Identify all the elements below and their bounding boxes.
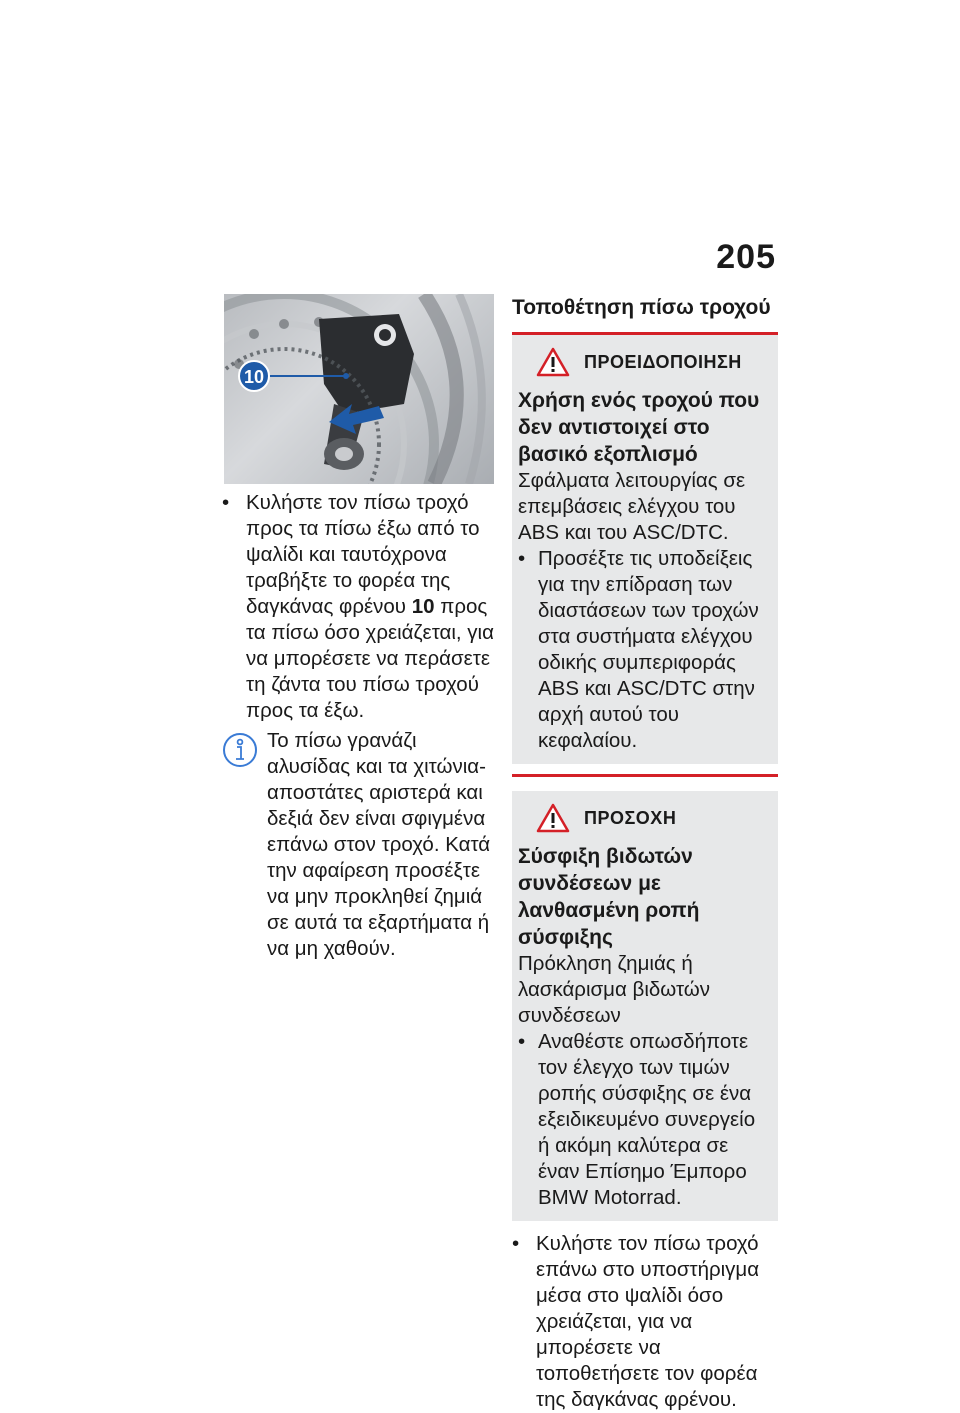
warning-consequence: Σφάλματα λειτουργίας σε επεμβάσεις ελέγχου του ABS και του ASC/DTC. xyxy=(518,469,746,544)
caution-action xyxy=(518,1029,772,1211)
step1-text-a: Κυλήστε τον πίσω τροχό προς τα πίσω έξω από το ψαλίδι και ταυτόχρονα τραβήξτε το φορέα της δαγκάνας φρένου xyxy=(246,491,480,618)
step2-text: Κυλήστε τον πίσω τροχό επάνω στο υποστήριγμα μέσα στο ψαλίδι όσο χρειάζεται, για να μπορέσετε να τοποθετήσετε τον φορέα της δαγκάνας φρένου. xyxy=(536,1232,760,1411)
page-number: 205 xyxy=(716,238,776,276)
warning-label: ΠΡΟΕΙΔΟΠΟΙΗΣΗ xyxy=(584,351,742,372)
step-install-wheel xyxy=(512,1231,778,1413)
brake-caliper-illustration xyxy=(224,294,494,484)
caution-subject: Σύσφιξη βιδωτών συνδέσεων με λανθασμένη ροπή σύσφιξης xyxy=(518,845,700,949)
step1-text-b: προς τα πίσω όσο χρειάζεται, για να μπορέσετε να περάσετε τη ζάντα του πίσω τροχού προς τα έξω. xyxy=(246,595,494,722)
bullet-dot: • xyxy=(518,547,526,570)
section-title: Τοποθέτηση πίσω τροχού xyxy=(512,296,771,319)
bullet-dot: • xyxy=(512,1232,520,1255)
info-text: Το πίσω γρανάζι αλυσίδας και τα χιτώνια-αποστάτες αριστερά και δεξιά δεν είναι σφιγμένα επάνω στον τροχό. Κατά την αφαίρεση προσέξτε να μην προκληθεί ζημιά σε αυτά τα εξαρτήματα ή να μη χαθούν. xyxy=(267,729,491,960)
step1-ref-number: 10 xyxy=(411,595,435,618)
right-column xyxy=(512,294,778,1413)
caution-action-text: Αναθέστε οπωσδήποτε τον έλεγχο των τιμών ροπής σύσφιξης σε ένα εξειδικευμένο συνεργείο ή ακόμη καλύτερα σε έναν Επίσημο Έμπορο BMW Motorrad. xyxy=(538,1030,756,1209)
callout-number: 10 xyxy=(243,367,265,387)
info-icon xyxy=(222,732,258,768)
bullet-dot: • xyxy=(518,1030,526,1053)
warning-triangle-icon xyxy=(536,347,570,377)
left-column xyxy=(222,490,497,962)
info-note xyxy=(222,728,497,962)
caution-consequence: Πρόκληση ζημιάς ή λασκάρισμα βιδωτών συνδέσεων xyxy=(518,952,711,1027)
warning-subject: Χρήση ενός τροχού που δεν αντιστοιχεί στο βασικό εξοπλισμό xyxy=(518,389,760,466)
bullet-dot: • xyxy=(222,491,230,514)
warning-action xyxy=(518,546,772,754)
caution-triangle-icon xyxy=(536,803,570,833)
warning-box xyxy=(512,335,778,764)
brake-caliper-photo xyxy=(224,294,494,484)
warning-action-text: Προσέξτε τις υποδείξεις για την επίδραση των διαστάσεων των τροχών στα συστήματα ελέγχου οδικής συμπεριφοράς ABS και ASC/DTC στην αρχή αυτού του κεφαλαίου. xyxy=(538,547,759,752)
caution-box xyxy=(512,791,778,1221)
caution-label: ΠΡΟΣΟΧΗ xyxy=(584,807,677,828)
red-divider xyxy=(512,774,778,777)
step-remove-wheel xyxy=(222,490,497,724)
